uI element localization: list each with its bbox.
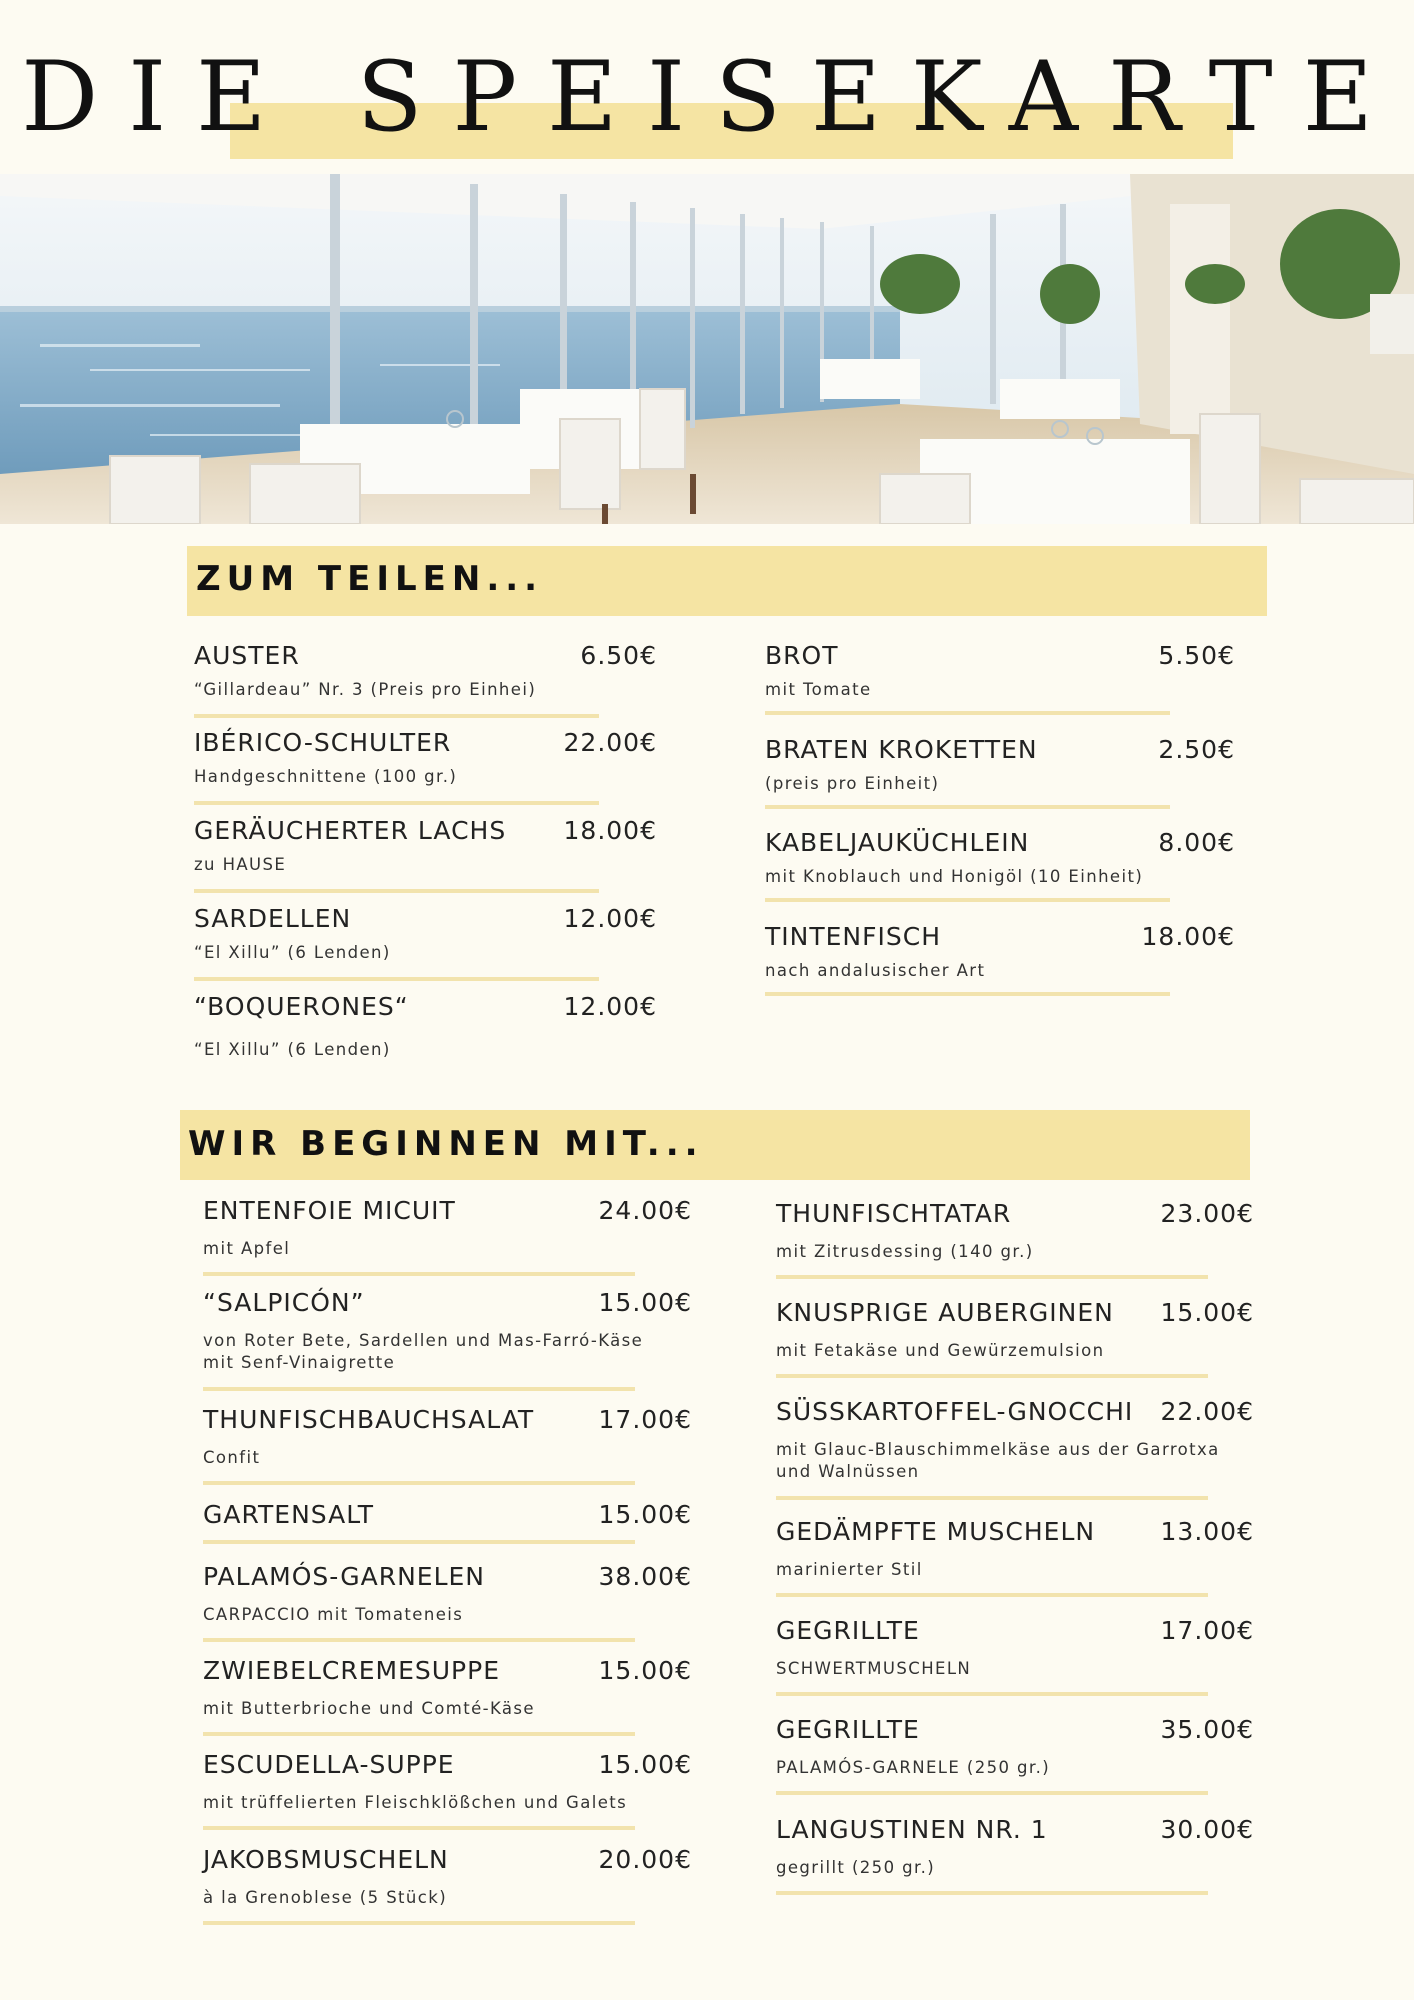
menu-item-description: mit Apfel — [203, 1239, 291, 1258]
menu-item-price: 12.00€ — [563, 992, 657, 1021]
menu-item-description: mit Butterbrioche und Comté-Käse — [203, 1699, 535, 1718]
menu-item-divider — [194, 977, 599, 981]
menu-item-name: SARDELLEN — [194, 904, 352, 933]
menu-item-name: GEGRILLTE — [776, 1616, 920, 1645]
menu-item-divider — [776, 1791, 1208, 1795]
menu-item-price: 18.00€ — [1141, 922, 1235, 951]
menu-item-description: mit Tomate — [765, 680, 872, 699]
menu-item-price: 15.00€ — [598, 1656, 692, 1685]
menu-item-description: PALAMÓS-GARNELE (250 gr.) — [776, 1758, 1051, 1777]
menu-item-divider — [765, 898, 1170, 902]
menu-item-price: 5.50€ — [1158, 641, 1235, 670]
section-title-zum-teilen: ZUM TEILEN... — [196, 559, 544, 599]
restaurant-photo — [0, 174, 1414, 524]
menu-item-name: ZWIEBELCREMESUPPE — [203, 1656, 500, 1685]
menu-item-price: 35.00€ — [1160, 1715, 1254, 1744]
menu-item-price: 22.00€ — [1160, 1397, 1254, 1426]
menu-item-name: KNUSPRIGE AUBERGINEN — [776, 1298, 1114, 1327]
menu-item-divider — [203, 1732, 635, 1736]
menu-item-divider — [203, 1921, 635, 1925]
section-title-wir-beginnen-mit: WIR BEGINNEN MIT... — [188, 1124, 704, 1164]
menu-item-price: 24.00€ — [598, 1196, 692, 1225]
menu-item-price: 15.00€ — [598, 1750, 692, 1779]
menu-item-price: 23.00€ — [1160, 1199, 1254, 1228]
menu-item-price: 12.00€ — [563, 904, 657, 933]
menu-item-price: 15.00€ — [598, 1288, 692, 1317]
menu-item-divider — [765, 992, 1170, 996]
menu-item-name: GERÄUCHERTER LACHS — [194, 816, 507, 845]
menu-item-divider — [776, 1496, 1208, 1500]
menu-item-price: 2.50€ — [1158, 735, 1235, 764]
menu-item-name: ENTENFOIE MICUIT — [203, 1196, 456, 1225]
menu-item-name: JAKOBSMUSCHELN — [203, 1845, 449, 1874]
menu-item-divider — [765, 805, 1170, 809]
menu-item-divider — [203, 1387, 635, 1391]
menu-item-description: marinierter Stil — [776, 1560, 923, 1579]
menu-item-divider — [203, 1826, 635, 1830]
menu-item-name: LANGUSTINEN NR. 1 — [776, 1815, 1048, 1844]
menu-item-description: mit trüffelierten Fleischklößchen und Galets — [203, 1793, 628, 1812]
menu-item-divider — [765, 711, 1170, 715]
menu-item-divider — [194, 714, 599, 718]
menu-item-description: mit Glauc-Blauschimmelkäse aus der Garrotxa und Walnüssen — [776, 1440, 1220, 1481]
menu-item-description: mit Fetakäse und Gewürzemulsion — [776, 1341, 1105, 1360]
menu-item-name: THUNFISCHTATAR — [776, 1199, 1012, 1228]
menu-item-name: BRATEN KROKETTEN — [765, 735, 1038, 764]
menu-item-name: ESCUDELLA-SUPPE — [203, 1750, 455, 1779]
menu-item-divider — [776, 1692, 1208, 1696]
menu-item-divider — [203, 1540, 635, 1544]
menu-item-name: PALAMÓS-GARNELEN — [203, 1562, 486, 1591]
menu-item-description: à la Grenoblese (5 Stück) — [203, 1888, 448, 1907]
menu-item-name: IBÉRICO-SCHULTER — [194, 728, 452, 757]
menu-item-name: THUNFISCHBAUCHSALAT — [203, 1405, 535, 1434]
menu-item-price: 6.50€ — [580, 641, 657, 670]
menu-item-price: 17.00€ — [1160, 1616, 1254, 1645]
menu-item-description: Confit — [203, 1448, 261, 1467]
menu-item-description: “El Xillu” (6 Lenden) — [194, 943, 391, 962]
menu-item-description: “Gillardeau” Nr. 3 (Preis pro Einhei) — [194, 680, 537, 699]
menu-item-price: 15.00€ — [598, 1500, 692, 1529]
menu-item-divider — [776, 1593, 1208, 1597]
menu-item-price: 17.00€ — [598, 1405, 692, 1434]
menu-item-name: GARTENSALT — [203, 1500, 374, 1529]
menu-item-divider — [203, 1272, 635, 1276]
menu-item-description: (preis pro Einheit) — [765, 774, 940, 793]
page-title: DIE SPEISEKARTE — [21, 41, 1403, 153]
menu-item-name: BROT — [765, 641, 839, 670]
menu-item-divider — [194, 889, 599, 893]
menu-item-name: SÜSSKARTOFFEL-GNOCCHI — [776, 1397, 1134, 1426]
menu-item-description: CARPACCIO mit Tomateneis — [203, 1605, 464, 1624]
menu-item-price: 22.00€ — [563, 728, 657, 757]
menu-item-description: zu HAUSE — [194, 855, 287, 874]
menu-item-name: “BOQUERONES“ — [194, 992, 409, 1021]
menu-item-description: von Roter Bete, Sardellen und Mas-Farró-Käse mit Senf-Vinaigrette — [203, 1331, 644, 1372]
menu-item-divider — [194, 801, 599, 805]
menu-item-divider — [776, 1374, 1208, 1378]
menu-item-name: KABELJAUKÜCHLEIN — [765, 828, 1030, 857]
menu-item-name: GEDÄMPFTE MUSCHELN — [776, 1517, 1096, 1546]
menu-item-price: 30.00€ — [1160, 1815, 1254, 1844]
menu-item-divider — [776, 1275, 1208, 1279]
menu-item-description: mit Zitrusdessing (140 gr.) — [776, 1242, 1034, 1261]
menu-item-name: AUSTER — [194, 641, 300, 670]
menu-item-description: Handgeschnittene (100 gr.) — [194, 767, 458, 786]
menu-item-description: “El Xillu” (6 Lenden) — [194, 1040, 391, 1059]
menu-item-divider — [776, 1891, 1208, 1895]
menu-item-name: “SALPICÓN” — [203, 1288, 365, 1317]
menu-item-name: TINTENFISCH — [765, 922, 941, 951]
menu-item-name: GEGRILLTE — [776, 1715, 920, 1744]
menu-item-price: 38.00€ — [598, 1562, 692, 1591]
menu-item-price: 20.00€ — [598, 1845, 692, 1874]
menu-item-price: 15.00€ — [1160, 1298, 1254, 1327]
menu-item-description: SCHWERTMUSCHELN — [776, 1659, 972, 1678]
menu-item-price: 8.00€ — [1158, 828, 1235, 857]
menu-item-divider — [203, 1481, 635, 1485]
menu-item-price: 13.00€ — [1160, 1517, 1254, 1546]
menu-item-description: mit Knoblauch und Honigöl (10 Einheit) — [765, 867, 1144, 886]
menu-item-description: nach andalusischer Art — [765, 961, 986, 980]
menu-item-price: 18.00€ — [563, 816, 657, 845]
menu-item-divider — [203, 1638, 635, 1642]
menu-item-description: gegrillt (250 gr.) — [776, 1858, 936, 1877]
